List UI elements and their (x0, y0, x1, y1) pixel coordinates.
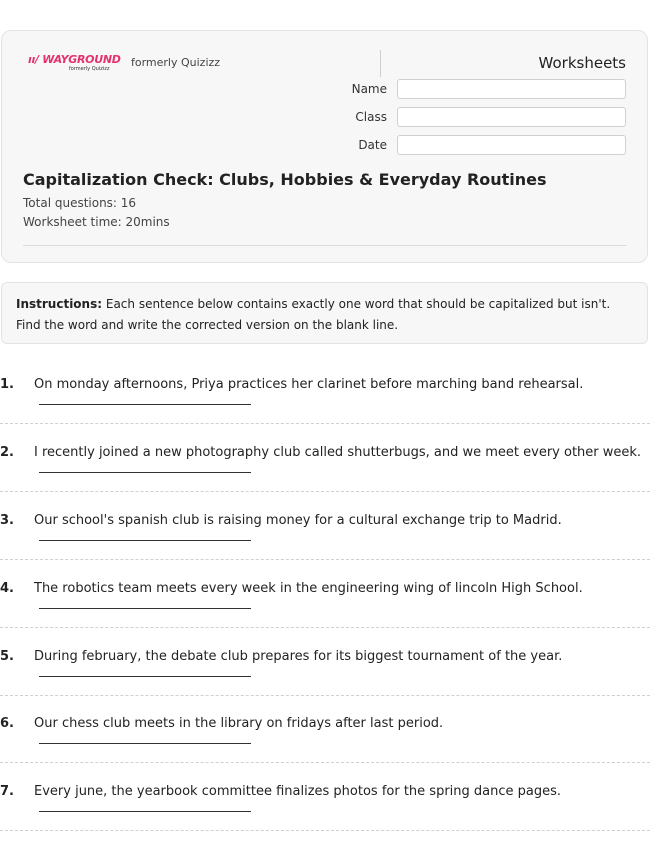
question-separator (0, 830, 650, 831)
question-separator (0, 695, 650, 696)
question-item (0, 649, 650, 717)
worksheets-label: Worksheets (538, 54, 626, 72)
logo-subtext: formerly Quizizz (69, 66, 110, 72)
answer-blank[interactable] (39, 743, 251, 744)
date-label: Date (358, 138, 387, 152)
question-text: The robotics team meets every week in the engineering wing of lincoln High School. (34, 581, 583, 596)
question-item (0, 716, 650, 784)
name-label: Name (351, 82, 387, 96)
question-item (0, 445, 650, 513)
question-text: Every june, the yearbook committee finalizes photos for the spring dance pages. (34, 784, 562, 799)
instructions-label: Instructions: (16, 297, 103, 311)
answer-blank[interactable] (39, 811, 251, 812)
question-number: 6. (0, 716, 14, 731)
question-text: During february, the debate club prepares for its biggest tournament of the year. (34, 649, 563, 664)
question-number: 1. (0, 377, 14, 392)
total-questions: Total questions: 16 (23, 196, 137, 210)
question-text: Our school's spanish club is raising money for a cultural exchange trip to Madrid. (34, 513, 562, 528)
question-number: 2. (0, 445, 14, 460)
name-field[interactable] (397, 79, 626, 99)
question-text: Our chess club meets in the library on fridays after last period. (34, 716, 444, 731)
formerly-label: formerly Quizizz (131, 56, 221, 69)
question-number: 5. (0, 649, 14, 664)
answer-blank[interactable] (39, 540, 251, 541)
question-number: 4. (0, 581, 14, 596)
question-separator (0, 491, 650, 492)
instructions-text: Each sentence below contains exactly one word that should be capitalized but isn't. Find the word and write the corrected version on the blank line. (16, 297, 611, 332)
question-separator (0, 559, 650, 560)
question-item (0, 581, 650, 649)
logo-wordmark: ıı/ WAYGROUND (28, 53, 121, 66)
class-field[interactable] (397, 107, 626, 127)
header-divider-line (23, 245, 627, 246)
date-field[interactable] (397, 135, 626, 155)
wayground-logo (28, 52, 121, 74)
question-separator (0, 627, 650, 628)
worksheet-title: Capitalization Check: Clubs, Hobbies & Everyday Routines (23, 170, 547, 189)
header-divider (380, 50, 381, 77)
answer-blank[interactable] (39, 404, 251, 405)
question-separator (0, 762, 650, 763)
class-label: Class (355, 110, 387, 124)
question-item (0, 513, 650, 581)
answer-blank[interactable] (39, 472, 251, 473)
question-number: 3. (0, 513, 14, 528)
question-number: 7. (0, 784, 14, 799)
worksheet-time: Worksheet time: 20mins (23, 215, 170, 229)
logo-bars-icon: ıı/ (28, 53, 43, 66)
question-text: I recently joined a new photography club called shutterbugs, and we meet every other week. (34, 445, 642, 460)
answer-blank[interactable] (39, 608, 251, 609)
answer-blank[interactable] (39, 676, 251, 677)
question-text: On monday afternoons, Priya practices her clarinet before marching band rehearsal. (34, 377, 584, 392)
instructions-box (1, 282, 648, 344)
question-separator (0, 423, 650, 424)
question-item (0, 377, 650, 445)
